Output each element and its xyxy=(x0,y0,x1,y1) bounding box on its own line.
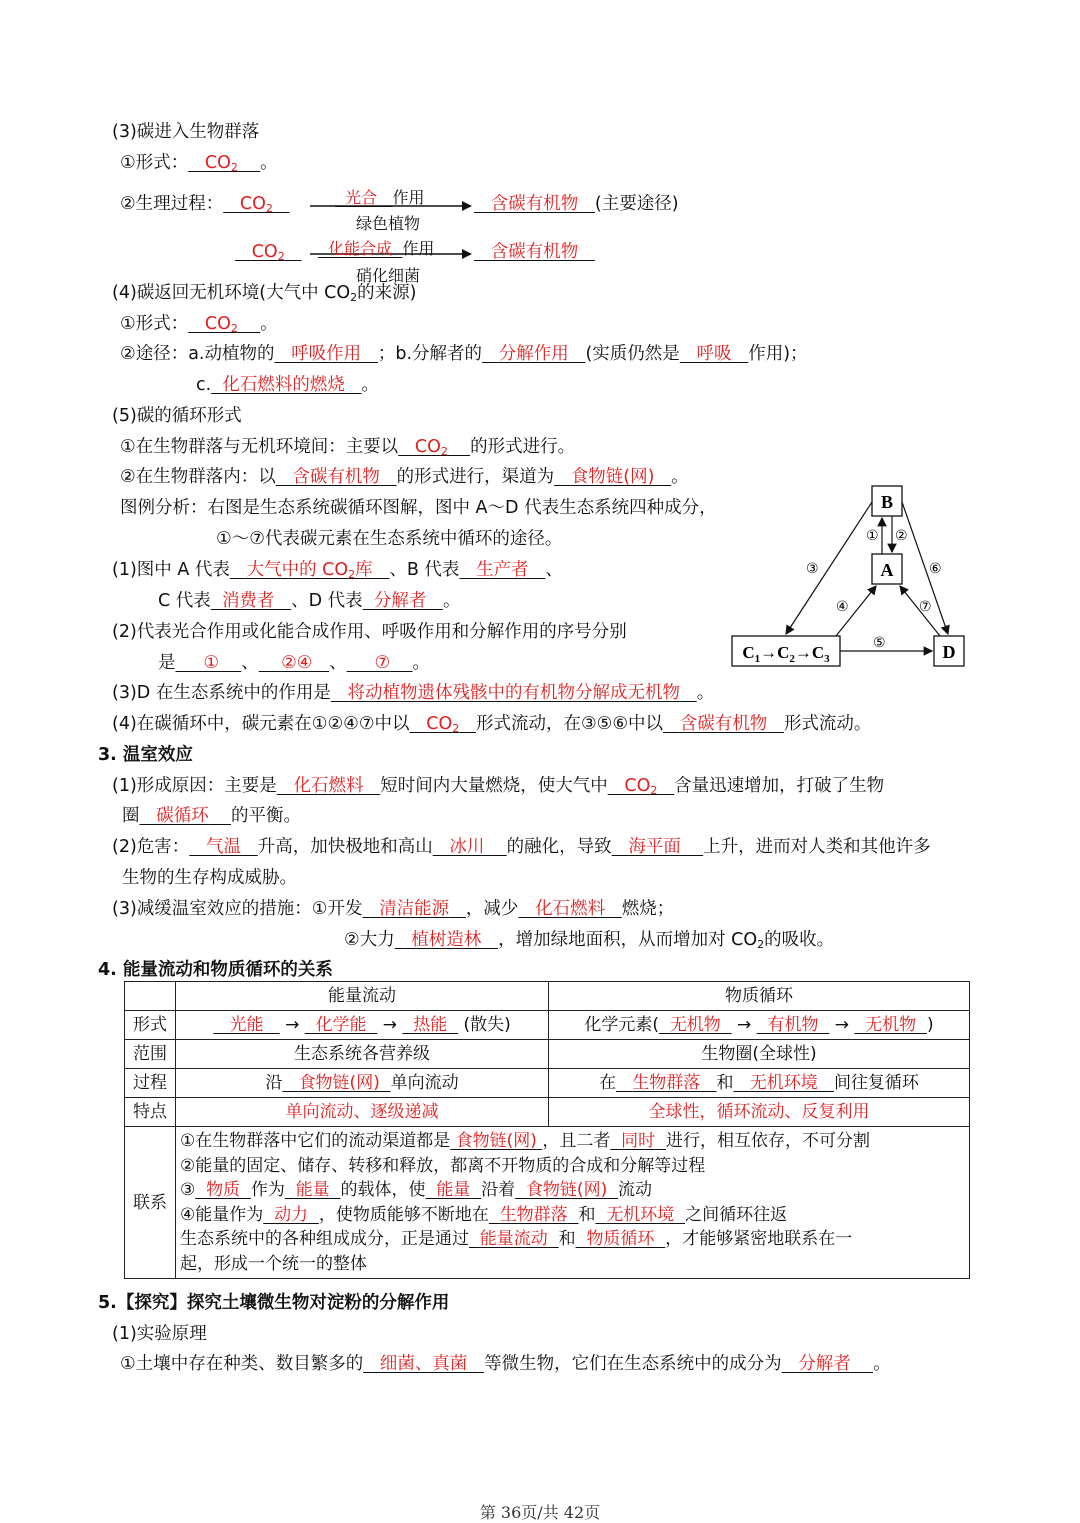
table-row xyxy=(125,1040,970,1069)
table-row xyxy=(125,1011,970,1040)
carbon-cycle-diagram xyxy=(726,480,972,676)
link-line-2: ②能量的固定、储存、转移和释放，都离不开物质的合成和分解等过程 xyxy=(180,1155,706,1176)
nitro-label: 硝化细菌 xyxy=(356,266,421,285)
energy-feature: 单向流动、逐级递减 xyxy=(176,1098,549,1127)
label-n2: ② xyxy=(895,528,908,544)
energy-process: 沿 食物链(网) 单向流动 xyxy=(176,1069,549,1098)
row-feature: 特点 xyxy=(125,1098,176,1127)
s4-c-line: c. 化石燃料的燃烧 。 xyxy=(196,375,380,395)
box-b-label: B xyxy=(880,492,894,512)
s3-form-line: ①形式： $CO_2$ 。 xyxy=(120,153,278,174)
table-row xyxy=(125,982,970,1011)
arrow-3 xyxy=(786,502,872,634)
box-d-label: D xyxy=(942,642,956,662)
s4-heading: (4)碳返回无机环境(大气中 $CO_2$的来源) xyxy=(112,283,417,304)
link-line-5: 生态系统中的各种组成成分，正是通过 能量流动 和 物质循环 ，才能够紧密地联系在一 xyxy=(180,1229,853,1249)
label-n4: ④ xyxy=(836,599,849,615)
analysis-q1-a: (1)图中 A 代表 大气中的 $CO_2$库 、B 代表 生产者 、 xyxy=(112,560,563,581)
label-n7: ⑦ xyxy=(919,599,932,615)
label-n5: ⑤ xyxy=(873,635,886,651)
link-cell xyxy=(176,1127,970,1279)
matter-feature: 全球性，循环流动、反复利用 xyxy=(549,1098,970,1127)
col-matter: 物质循环 xyxy=(549,982,970,1011)
s4-form-line: ①形式： $CO_2$ 。 xyxy=(120,314,278,335)
greenhouse-l1: (1)形成原因：主要是 化石燃料 短时间内大量燃烧，使大气中 $CO_2$ 含量迅速增加，打破了生物 xyxy=(112,776,885,797)
relation-heading: 4. 能量流动和物质循环的关系 xyxy=(98,960,333,980)
greenhouse-l2: 圈 碳循环 的平衡。 xyxy=(122,806,301,826)
s3-organic-1: 含碳有机物 (主要途径) xyxy=(490,194,679,214)
link-line-3: ③ 物质 作为 能量 的载体，使 能量 沿着 食物链(网) 流动 xyxy=(180,1180,653,1200)
matter-range: 生物圈(全球性) xyxy=(549,1040,970,1069)
box-c-label: $C_1\to C_2\to C_3$ xyxy=(742,643,830,665)
analysis-q4: (4)在碳循环中，碳元素在①②④⑦中以 $CO_2$ 形式流动，在③⑤⑥中以 含碳有机物 形式流动。 xyxy=(112,714,872,735)
page-number: 第 36页/共 42页 xyxy=(479,1503,601,1522)
greenhouse-l5: (3)减缓温室效应的措施：①开发 清洁能源 ，减少 化石燃料 燃烧； xyxy=(112,899,675,919)
analysis-intro-b: ①～⑦代表碳元素在生态系统中循环的途径。 xyxy=(216,529,563,549)
table-row xyxy=(125,1069,970,1098)
greenhouse-l6: ②大力 植树造林 ，增加绿地面积，从而增加对 $CO_2$的吸收。 xyxy=(344,930,835,951)
greenhouse-l3: (2)危害： 气温 升高，加快极地和高山 冰川 的融化，导致 海平面 上升，进而对人类和其他许多 xyxy=(112,837,931,857)
greenhouse-l4: 生物的生存构成威胁。 xyxy=(122,868,297,888)
explore-sub: (1)实验原理 xyxy=(112,1324,207,1344)
analysis-q2-a: (2)代表光合作用或化能合成作用、呼吸作用和分解作用的序号分别 xyxy=(112,622,627,642)
explore-heading: 5.【探究】探究土壤微生物对淀粉的分解作用 xyxy=(98,1293,450,1313)
s3-heading: (3)碳进入生物群落 xyxy=(112,122,260,142)
s5-line-1: ①在生物群落与无机环境间：主要以 $CO_2$ 的形式进行。 xyxy=(120,437,576,458)
analysis-intro-a: 图例分析：右图是生态系统碳循环图解，图中 A～D 代表生态系统四种成分， xyxy=(120,498,717,518)
s3-process-line: ②生理过程： $CO_2$ xyxy=(120,194,273,215)
row-form: 形式 xyxy=(125,1011,176,1040)
s5-heading: (5)碳的循环形式 xyxy=(112,406,242,426)
analysis-q2-b: 是 ① 、 ②④ 、 ⑦ 。 xyxy=(158,653,430,673)
greenhouse-heading: 3. 温室效应 xyxy=(98,745,193,765)
explore-l1: ①土壤中存在种类、数目繁多的 细菌、真菌 等微生物，它们在生态系统中的成分为 分解者 。 xyxy=(120,1354,891,1374)
link-line-6: 起，形成一个统一的整体 xyxy=(180,1253,367,1274)
plant-label: 绿色植物 xyxy=(356,214,421,233)
link-line-4: ④能量作为 动力 ，使物质能够不断地在 生物群落 和 无机环境 之间循环往返 xyxy=(180,1204,788,1225)
s4-way-line: ②途径：a.动植物的 呼吸作用 ；b.分解者的 分解作用 (实质仍然是 呼吸 作用)； xyxy=(120,344,808,364)
link-line-1: ①在生物群落中它们的流动渠道都是 食物链(网) ，且二者 同时 进行，相互依存，不可分割 xyxy=(180,1131,870,1151)
photo-label: 光合 作用 xyxy=(345,188,425,207)
energy-form: 光能 → 化学能 → 热能 (散失) xyxy=(176,1011,549,1040)
chemo-label: 化能合成 作用 xyxy=(328,239,435,258)
matter-process: 在 生物群落 和 无机环境 间往复循环 xyxy=(549,1069,970,1098)
analysis-q1-b: C 代表 消费者 、D 代表 分解者 。 xyxy=(158,591,461,611)
s5-line-2: ②在生物群落内：以 含碳有机物 的形式进行，渠道为 食物链(网) 。 xyxy=(120,467,689,487)
row-range: 范围 xyxy=(125,1040,176,1069)
relation-table xyxy=(124,981,970,1279)
col-energy: 能量流动 xyxy=(176,982,549,1011)
box-a-label: A xyxy=(880,560,894,580)
s3-organic-2: 含碳有机物 xyxy=(490,242,579,262)
label-n1: ① xyxy=(866,528,879,544)
analysis-q3: (3)D 在生态系统中的作用是 将动植物遗体残骸中的有机物分解成无机物 。 xyxy=(112,683,715,703)
s3-chemo-left: $CO_2$ xyxy=(251,242,285,263)
matter-form: 化学元素( 无机物 → 有机物 → 无机物 ) xyxy=(549,1011,970,1040)
label-n3: ③ xyxy=(806,561,819,577)
label-n6: ⑥ xyxy=(929,561,942,577)
table-row xyxy=(125,1127,970,1279)
energy-range: 生态系统各营养级 xyxy=(176,1040,549,1069)
row-link: 联系 xyxy=(125,1127,176,1279)
row-process: 过程 xyxy=(125,1069,176,1098)
table-row xyxy=(125,1098,970,1127)
